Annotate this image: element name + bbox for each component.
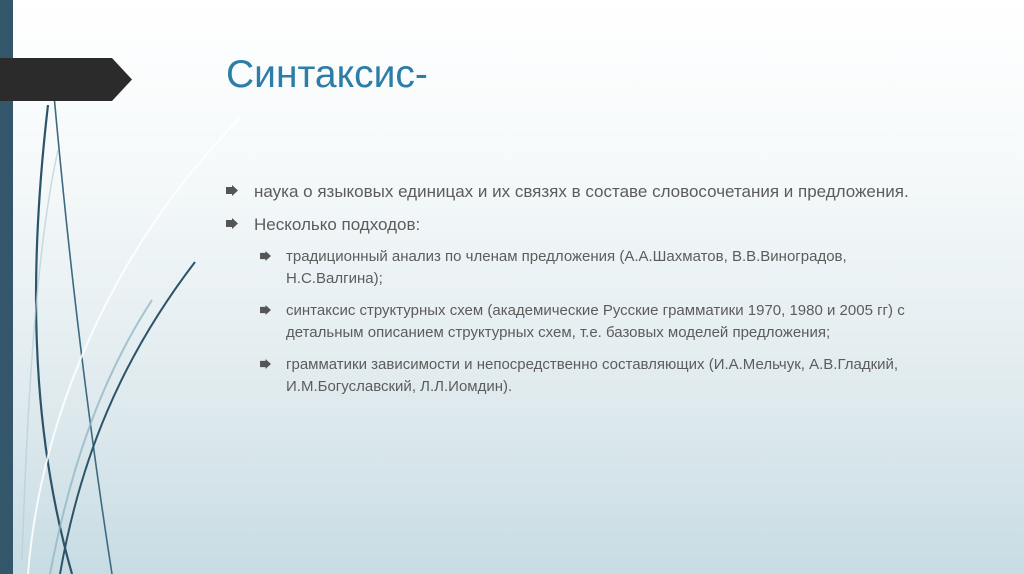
arrow-bullet-icon xyxy=(260,359,271,369)
list-item xyxy=(224,213,924,237)
list-item xyxy=(258,246,924,290)
title-tab-shape xyxy=(0,58,132,101)
list-item-text: традиционный анализ по членам предложения (А.А.Шахматов, В.В.Виноградов, Н.С.Валгина); xyxy=(286,248,847,287)
bullet-list xyxy=(224,180,924,408)
list-item xyxy=(258,300,924,344)
list-item-text: наука о языковых единицах и их связях в составе словосочетания и предложения. xyxy=(254,182,909,201)
list-item xyxy=(258,354,924,398)
list-item xyxy=(224,180,924,204)
arrow-bullet-icon xyxy=(260,251,271,261)
slide-title: Синтаксис- xyxy=(226,53,428,96)
list-item-text: Несколько подходов: xyxy=(254,215,421,234)
list-item-text: грамматики зависимости и непосредственно составляющих (И.А.Мельчук, А.В.Гладкий, И.М.Богуславский, Л.Л.Иомдин). xyxy=(286,356,899,395)
arrow-bullet-icon xyxy=(260,305,271,315)
arrow-bullet-icon xyxy=(226,218,238,229)
list-item-text: синтаксис структурных схем (академические Русские грамматики 1970, 1980 и 2005 гг) с детальным описанием структурных схем, т.е. базовых моделей предложения; xyxy=(286,302,905,341)
arrow-bullet-icon xyxy=(226,185,238,196)
